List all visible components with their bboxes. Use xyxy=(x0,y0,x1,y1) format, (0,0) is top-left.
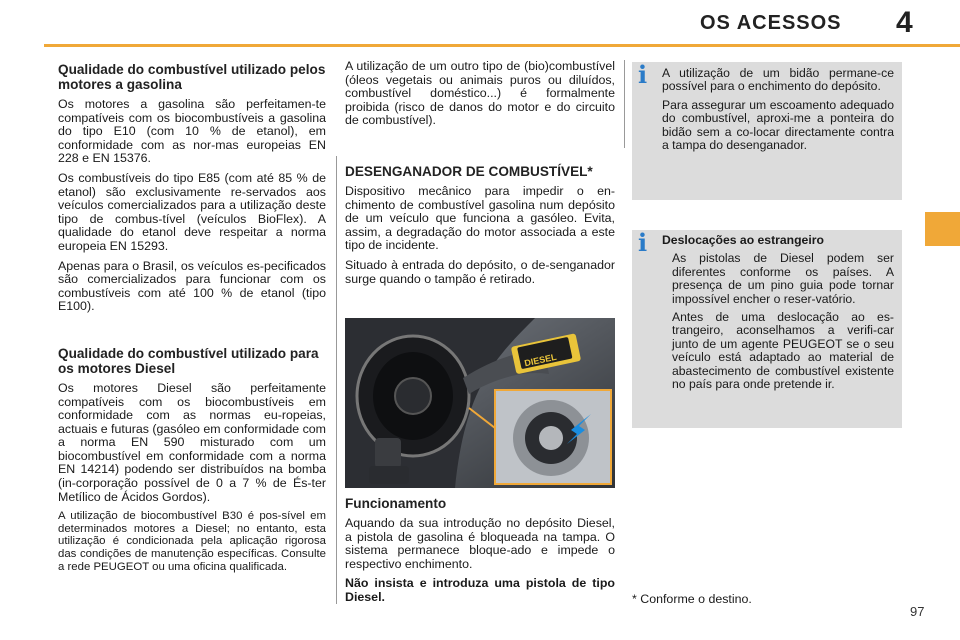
misfuel-device-heading: DESENGANADOR DE COMBUSTÍVEL* xyxy=(345,164,593,179)
column-fuel-quality xyxy=(58,62,326,579)
info-box-canister xyxy=(632,62,902,200)
gasoline-paragraph-3: Apenas para o Brasil, os veículos es-pecificados são comercializados para funcionar com os combustíveis com até 100 % de etanol (tipo E100). xyxy=(58,258,326,314)
operation-warning: Não insista e introduza uma pistola de tipo Diesel. xyxy=(345,576,615,604)
section-operation xyxy=(345,496,615,611)
operation-heading: Funcionamento xyxy=(345,496,447,511)
abroad-paragraph-2: Antes de uma deslocação ao es-trangeiro, aconselhamos a verifi-car junto de um agente PEUGEOT se o seu veículo está adaptado ao material de abastecimento de combustível existente no país para onde pretende ir. xyxy=(672,310,894,392)
diesel-heading: Qualidade do combustível utilizado para os motores Diesel xyxy=(58,345,319,376)
diesel-label: DIESEL xyxy=(523,351,558,369)
canister-paragraph-1: A utilização de um bidão permane-ce possível para o enchimento do depósito. xyxy=(662,66,894,94)
abroad-title: Deslocações ao estrangeiro xyxy=(662,233,824,247)
column-divider-top xyxy=(624,60,625,148)
info-box-canister-content xyxy=(662,67,894,157)
info-icon: i xyxy=(638,228,648,257)
info-box-abroad xyxy=(632,230,902,428)
info-icon: i xyxy=(638,60,648,89)
diesel-paragraph-2: A utilização de biocombustível B30 é pos-sível em determinados motores a Diesel; no entanto, esta utilização é condicionada pela aplicação rigorosa das condições de manutenção específicas. Consulte a rede PEUGEOT ou uma oficina qualificada. xyxy=(58,510,326,573)
abroad-paragraph-1: As pistolas de Diesel podem ser diferentes conforme os países. A presença de um pino guia pode tornar impossível encher o reser-vatório. xyxy=(672,251,894,306)
chapter-number: 4 xyxy=(896,6,913,39)
section-fuel-misfuel-device xyxy=(345,164,615,292)
diesel-paragraph-1: Os motores Diesel são perfeitamente compatíveis com os biocombustíveis em conformidade com as normas eu-ropeias, actuais e futuras (gasóleo em conformidade com a norma EN 590 misturado com um biocombustível em conformidade com a norma EN 14214) podendo ser distribuídos na bomba (in-corporação possível de 0 a 7 % de És-ter Metílico de Ácidos Gordos). xyxy=(58,380,326,504)
gasoline-paragraph-1: Os motores a gasolina são perfeitamen-te compatíveis com os biocombustíveis a gasolina do tipo E10 (com 10 % de etanol), em conformidade com as nor-mas europeias EN 228 e EN 15376. xyxy=(58,97,326,166)
misfuel-device-paragraph-2: Situado à entrada do depósito, o de-senganador surge quando o tampão é retirado. xyxy=(345,257,615,286)
gasoline-paragraph-2: Os combustíveis do tipo E85 (com até 85 % de etanol) são exclusivamente re-servados aos veículos comercializados para a utilização deste tipo de combus-tível (veículos BioFlex). A qualidade do etanol deve respeitar a norma europeia EN 15293. xyxy=(58,170,326,253)
info-box-abroad-content xyxy=(662,234,894,396)
operation-paragraph-1: Aquando da sua introdução no depósito Diesel, a pistola de gasolina é bloqueada na tampa. O sistema permanece bloque-ado e impede o respectivo enchimento. xyxy=(345,516,615,571)
column-divider xyxy=(336,156,337,604)
header-rule xyxy=(44,44,960,47)
page-number: 97 xyxy=(910,604,925,619)
gasoline-heading: Qualidade do combustível utilizado pelos motores a gasolina xyxy=(58,62,326,92)
fuel-filler-photo xyxy=(345,318,615,488)
canister-paragraph-2: Para assegurar um escoamento adequado do combustível, aproxi-me a ponteira do bidão sem a co-locar directamente contra a tampa do desenganador. xyxy=(662,97,894,153)
biofuel-warning-paragraph: A utilização de um outro tipo de (bio)combustível (óleos vegetais ou animais puros ou diluídos, combustível doméstico...) é formalmente proibida (risco de danos do motor e do circuito de combustível). xyxy=(345,59,615,128)
fuel-filler-illustration xyxy=(345,318,615,488)
column-intro xyxy=(345,60,615,134)
chapter-side-tab xyxy=(925,212,960,246)
chapter-title: OS ACESSOS xyxy=(700,12,842,34)
misfuel-device-paragraph-1: Dispositivo mecânico para impedir o en-chimento de combustível gasolina num depósito de um veículo que funciona a gasóleo. Evita, assim, a degradação do motor associada a este tipo de incidente. xyxy=(345,184,615,253)
footnote: * Conforme o destino. xyxy=(632,592,752,606)
